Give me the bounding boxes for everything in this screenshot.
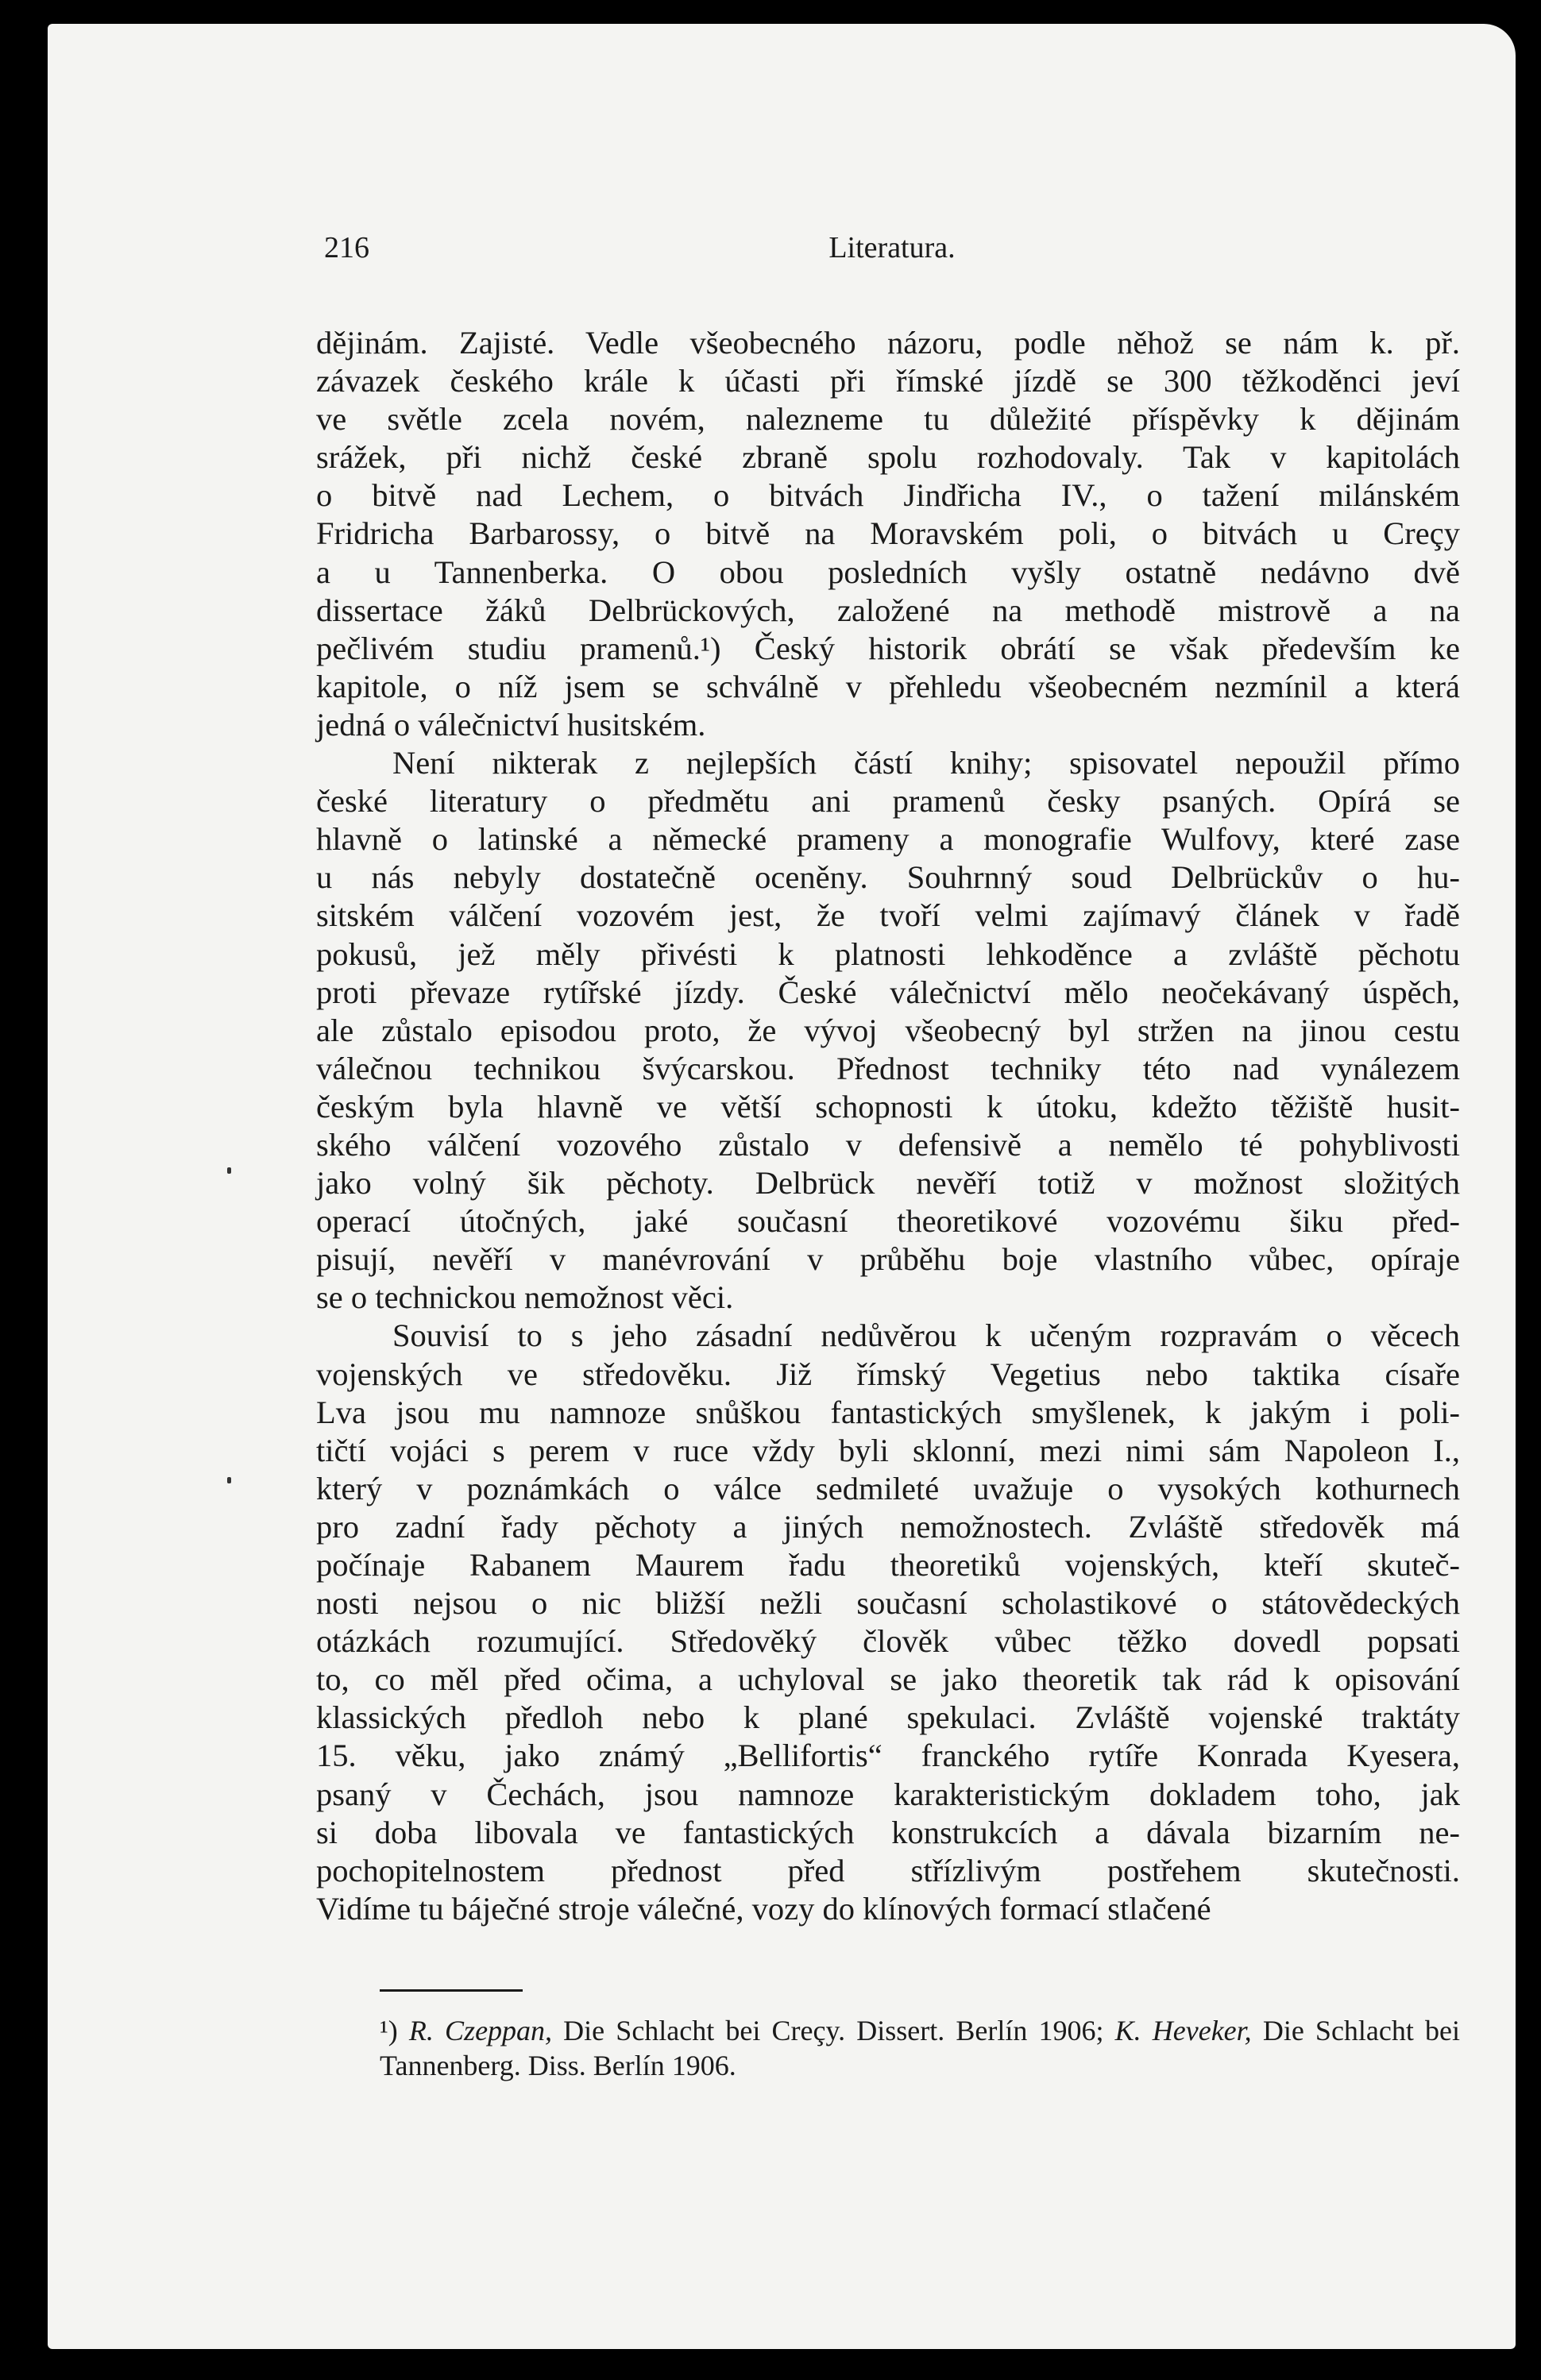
text-line: Vidíme tu báječné stroje válečné, vozy do klínových formací stlačené — [316, 1890, 1211, 1927]
footnote-text-2: Die Schlacht bei Tannenberg. Diss. Berlín 1906. — [380, 2015, 1461, 2081]
text-line: kapitole, o níž jsem se schválně v přehledu všeobecném nezmínil a která — [316, 668, 1460, 704]
text-line: jako volný šik pěchoty. Delbrück nevěří totiž v možnost složitých — [316, 1165, 1460, 1202]
footnote-text-1: Die Schlacht bei Creçy. Dissert. Berlín 1906; — [552, 2015, 1115, 2046]
text-line: proti převaze rytířské jízdy. České válečnictví mělo neočekávaný úspěch, — [316, 974, 1460, 1010]
text-line: počínaje Rabanem Maurem řadu theoretiků vojenských, kteří skuteč- — [316, 1547, 1460, 1583]
text-line: sitském válčení vozovém jest, že tvoří velmi zajímavý článek v řadě — [316, 897, 1460, 934]
body-text — [316, 324, 1460, 1928]
text-line: 15. věku, jako známý „Bellifortis“ franckého rytíře Konrada Kyesera, — [316, 1738, 1460, 1774]
text-line: ského válčení vozového zůstalo v defensivě a nemělo té pohyblivosti — [316, 1126, 1460, 1163]
text-line: závazek českého krále k účasti při římské jízdě se 300 těžkoděnci jeví — [316, 363, 1460, 399]
footnote-author-2: K. Heveker, — [1114, 2015, 1252, 2046]
text-line: válečnou technikou švýcarskou. Přednost techniky této nad vynálezem — [316, 1050, 1460, 1086]
text-line: Není nikterak z nejlepších částí knihy; spisovatel nepoužil přímo — [392, 745, 1460, 781]
text-line: Lva jsou mu namnoze snůškou fantastických smyšlenek, k jakým i poli- — [316, 1394, 1460, 1430]
text-line: u nás nebyly dostatečně oceněny. Souhrnný soud Delbrückův o hu- — [316, 859, 1460, 896]
text-line: ve světle zcela novém, nalezneme tu důležité příspěvky k dějinám — [316, 401, 1460, 438]
text-line: pokusů, jež měly přivésti k platnosti lehkoděnce a zvláště pěchotu — [316, 935, 1460, 972]
text-line: otázkách rozumující. Středověký člověk vůbec těžko dovedl popsati — [316, 1623, 1460, 1660]
text-line: operací útočných, jaké současní theoretikové vozovému šiku před- — [316, 1203, 1460, 1240]
text-line: klassických předloh nebo k plané spekulaci. Zvláště vojenské traktáty — [316, 1699, 1460, 1736]
text-line: si doba libovala ve fantastických konstrukcích a dávala bizarním ne- — [316, 1814, 1460, 1850]
text-line: dějinám. Zajisté. Vedle všeobecného názoru, podle něhož se nám k. př. — [316, 325, 1460, 361]
text-line: který v poznámkách o válce sedmileté uvažuje o vysokých kothurnech — [316, 1470, 1460, 1506]
paragraph — [316, 1317, 1460, 1928]
text-line: pro zadní řady pěchoty a jiných nemožnostech. Zvláště středověk má — [316, 1508, 1460, 1545]
running-header — [324, 230, 1460, 278]
text-line: hlavně o latinské a německé prameny a monografie Wulfovy, které zase — [316, 821, 1460, 858]
text-line: psaný v Čechách, jsou namnoze karakteristickým dokladem toho, jak — [316, 1776, 1460, 1812]
text-line: dissertace žáků Delbrückových, založené na methodě mistrově a na — [316, 592, 1460, 628]
text-line: a u Tannenberka. O obou posledních vyšly ostatně nedávno dvě — [316, 554, 1460, 590]
text-line: nosti nejsou o nic bližší nežli současní scholastikové o státovědeckých — [316, 1585, 1460, 1622]
paragraph — [316, 324, 1460, 744]
text-line: Fridricha Barbarossy, o bitvě na Moravském poli, o bitvách u Creçy — [316, 515, 1460, 552]
text-line: Souvisí to s jeho zásadní nedůvěrou k učeným rozpravám o věcech — [392, 1317, 1460, 1354]
text-line: českým byla hlavně ve větší schopnosti k útoku, kdežto těžiště husit- — [316, 1088, 1460, 1124]
paper-speck — [227, 1477, 231, 1483]
text-line: pisují, nevěří v manévrování v průběhu boje vlastního vůbec, opíraje — [316, 1241, 1460, 1278]
footnote — [380, 2013, 1460, 2083]
text-line: ale zůstalo episodou proto, že vývoj všeobecný byl stržen na jinou cestu — [316, 1012, 1460, 1048]
text-line: srážek, při nichž české zbraně spolu rozhodovaly. Tak v kapitolách — [316, 439, 1460, 476]
book-page — [48, 24, 1516, 2349]
paper-speck — [227, 1167, 231, 1174]
text-line: o bitvě nad Lechem, o bitvách Jindřicha IV., o tažení milánském — [316, 477, 1460, 514]
running-title: Literatura. — [828, 231, 956, 264]
footnote-marker: ¹) — [380, 2015, 398, 2046]
text-line: to, co měl před očima, a uchyloval se jako theoretik tak rád k opisování — [316, 1661, 1460, 1698]
footnote-rule — [380, 1989, 523, 1992]
text-line: tičtí vojáci s perem v ruce vždy byli sklonní, mezi nimi sám Napoleon I., — [316, 1432, 1460, 1468]
page-number: 216 — [324, 231, 369, 264]
text-line: vojenských ve středověku. Již římský Vegetius nebo taktika císaře — [316, 1356, 1460, 1392]
text-line: pochopitelnostem přednost před střízlivým postřehem skutečnosti. — [316, 1852, 1460, 1888]
text-line: české literatury o předmětu ani pramenů česky psaných. Opírá se — [316, 783, 1460, 820]
footnote-author-1: R. Czeppan, — [408, 2015, 553, 2046]
text-line: pečlivém studiu pramenů.¹) Český historik obrátí se však především ke — [316, 630, 1460, 666]
paragraph — [316, 744, 1460, 1317]
text-line: jedná o válečnictví husitském. — [316, 706, 706, 743]
text-line: se o technickou nemožnost věci. — [316, 1279, 734, 1316]
